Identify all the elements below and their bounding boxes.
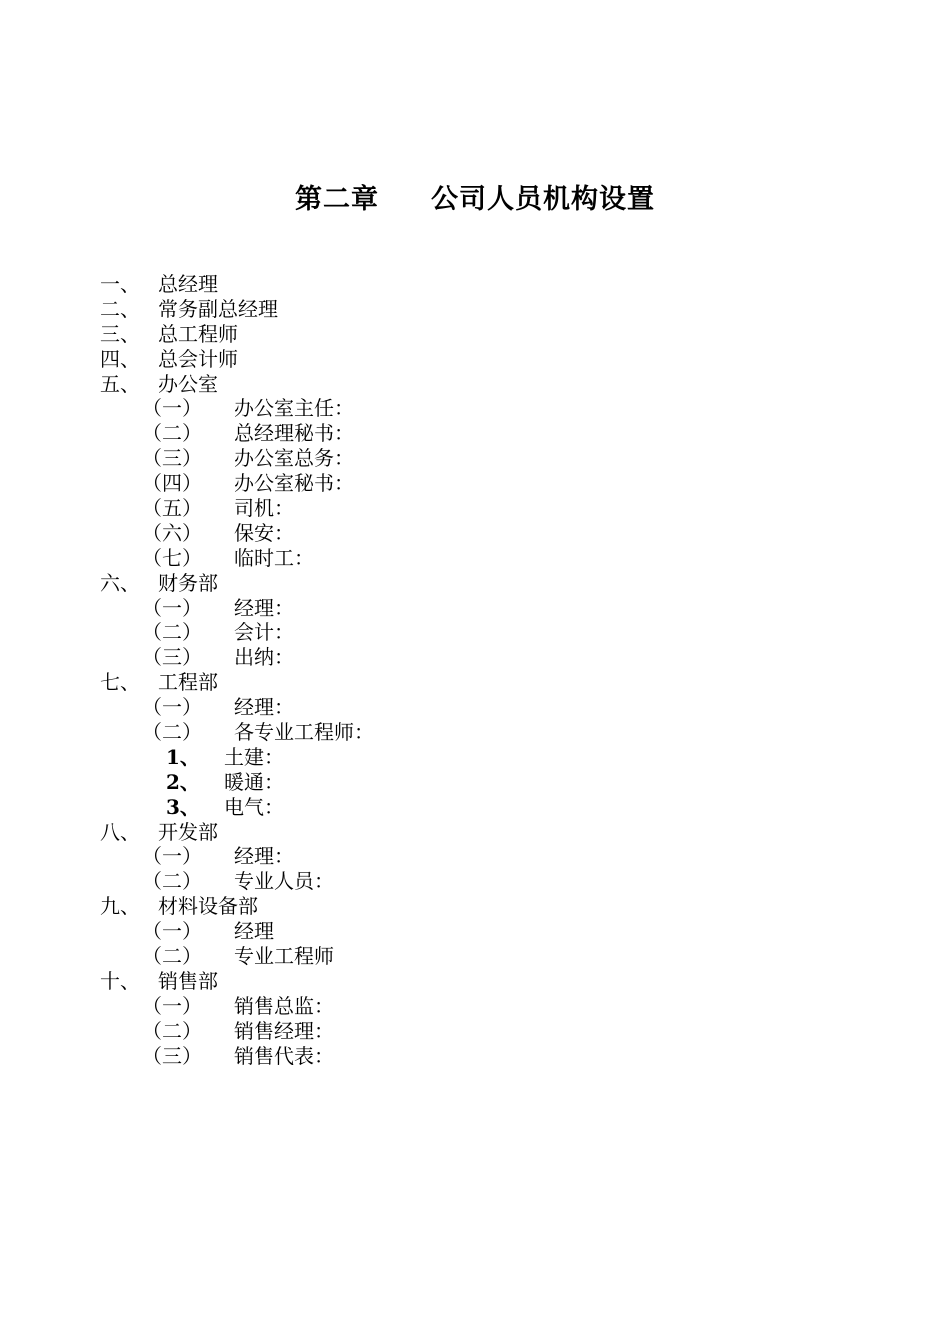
outline-item-level-2 — [100, 695, 700, 720]
outline-item-number: 十、 — [100, 968, 140, 993]
outline-item-number: （一） — [142, 993, 202, 1018]
outline-item-number: （五） — [142, 496, 202, 521]
outline-item-number: 四、 — [100, 346, 140, 371]
page-title — [0, 182, 950, 218]
outline-item-level-1 — [100, 894, 700, 919]
outline-item-level-2 — [100, 421, 700, 446]
outline-item-level-1 — [100, 297, 700, 322]
outline-item-number: 3、 — [166, 794, 200, 819]
outline-item-number: （一） — [142, 844, 202, 869]
outline-item-text: 材料设备部 — [158, 894, 258, 919]
outline-item-text: 临时工： — [234, 545, 314, 570]
outline-item-number: （四） — [142, 471, 202, 496]
outline-item-number: （三） — [142, 1043, 202, 1068]
chapter-number: 第二章 — [295, 184, 379, 215]
outline-item-text: 销售总监： — [234, 993, 334, 1018]
outline-item-text: 各专业工程师： — [234, 720, 374, 745]
outline-item-level-2 — [100, 596, 700, 621]
outline-item-number: （七） — [142, 545, 202, 570]
outline-item-level-2 — [100, 720, 700, 745]
outline-item-text: 土建： — [224, 744, 284, 769]
outline-item-level-1 — [100, 820, 700, 845]
outline-item-text: 总经理 — [158, 272, 218, 296]
outline-item-text: 电气： — [224, 794, 284, 819]
outline-item-number: （一） — [142, 595, 202, 620]
outline-item-text: 经理 — [234, 919, 274, 944]
outline-item-text: 办公室 — [158, 371, 218, 396]
outline-item-level-2 — [100, 944, 700, 969]
outline-item-level-2 — [100, 869, 700, 894]
outline-item-number: 2、 — [166, 769, 200, 794]
outline-item-text: 办公室秘书： — [234, 471, 354, 496]
outline-item-number: 二、 — [100, 296, 140, 321]
outline-item-number: 一、 — [100, 272, 140, 296]
outline-item-level-2 — [100, 620, 700, 645]
outline-item-text: 销售代表： — [234, 1043, 334, 1068]
outline-item-text: 司机： — [234, 496, 294, 521]
outline-item-level-1 — [100, 322, 700, 347]
outline-item-level-2 — [100, 844, 700, 869]
outline-item-level-2 — [100, 546, 700, 571]
outline-item-level-2 — [100, 521, 700, 546]
outline-item-number: 六、 — [100, 570, 140, 595]
outline-item-number: （二） — [142, 620, 202, 645]
outline-item-text: 总经理秘书： — [234, 421, 354, 446]
outline-item-number: 五、 — [100, 371, 140, 396]
outline-item-text: 办公室主任： — [234, 396, 354, 421]
outline-item-text: 保安： — [234, 520, 294, 545]
outline-item-text: 工程部 — [158, 670, 218, 695]
outline-item-number: （一） — [142, 695, 202, 720]
outline-item-text: 销售经理： — [234, 1018, 334, 1043]
outline-item-number: （六） — [142, 520, 202, 545]
outline-item-number: （三） — [142, 446, 202, 471]
outline-item-text: 销售部 — [158, 968, 218, 993]
outline-item-text: 经理： — [234, 695, 294, 720]
outline-item-level-2 — [100, 396, 700, 421]
outline-item-level-2 — [100, 471, 700, 496]
outline-item-level-2 — [100, 446, 700, 471]
outline-item-text: 办公室总务： — [234, 446, 354, 471]
outline-item-level-3 — [100, 795, 700, 820]
outline-item-number: 三、 — [100, 321, 140, 346]
outline-item-text: 常务副总经理 — [158, 296, 278, 321]
outline-list — [100, 272, 700, 1069]
outline-item-text: 出纳： — [234, 645, 294, 670]
outline-item-number: （二） — [142, 944, 202, 969]
outline-item-number: 九、 — [100, 894, 140, 919]
outline-item-number: （二） — [142, 421, 202, 446]
outline-item-level-2 — [100, 496, 700, 521]
outline-item-text: 会计： — [234, 620, 294, 645]
outline-item-number: （二） — [142, 869, 202, 894]
outline-item-text: 开发部 — [158, 819, 218, 844]
outline-item-level-3 — [100, 770, 700, 795]
outline-item-text: 总会计师 — [158, 346, 238, 371]
outline-item-level-2 — [100, 919, 700, 944]
outline-item-number: 七、 — [100, 670, 140, 695]
outline-item-level-1 — [100, 372, 700, 397]
outline-item-text: 暖通： — [224, 769, 284, 794]
outline-item-level-1 — [100, 272, 700, 297]
outline-item-text: 专业工程师 — [234, 944, 334, 969]
outline-item-number: （二） — [142, 720, 202, 745]
outline-item-level-2 — [100, 1019, 700, 1044]
outline-item-level-3 — [100, 745, 700, 770]
outline-item-level-2 — [100, 645, 700, 670]
outline-item-level-1 — [100, 571, 700, 596]
outline-item-text: 总工程师 — [158, 321, 238, 346]
outline-item-level-1 — [100, 969, 700, 994]
outline-item-text: 专业人员： — [234, 869, 334, 894]
outline-item-level-2 — [100, 994, 700, 1019]
chapter-heading: 公司人员机构设置 — [431, 184, 655, 215]
outline-item-text: 经理： — [234, 844, 294, 869]
outline-item-text: 财务部 — [158, 570, 218, 595]
outline-item-number: （三） — [142, 645, 202, 670]
outline-item-number: 1、 — [166, 744, 200, 769]
outline-item-number: （二） — [142, 1018, 202, 1043]
outline-item-number: （一） — [142, 919, 202, 944]
outline-item-number: （一） — [142, 396, 202, 421]
outline-item-level-1 — [100, 347, 700, 372]
outline-item-number: 八、 — [100, 819, 140, 844]
outline-item-level-2 — [100, 1044, 700, 1069]
outline-item-text: 经理： — [234, 595, 294, 620]
outline-item-level-1 — [100, 670, 700, 695]
